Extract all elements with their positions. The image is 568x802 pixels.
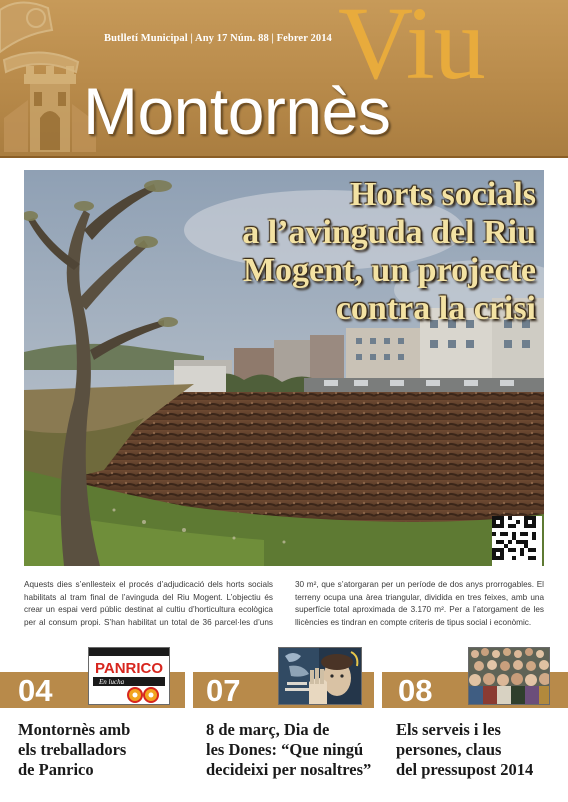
womens-day-poster-image[interactable] bbox=[278, 647, 362, 705]
feature-title-line: decideixi per nosaltres” bbox=[206, 760, 372, 779]
feature-title[interactable] bbox=[18, 720, 130, 780]
headline-line: Mogent, un projecte bbox=[242, 252, 536, 289]
feature-title-line: Els serveis i les bbox=[396, 720, 501, 739]
band-divider bbox=[374, 672, 382, 708]
feature-title-line: del pressupost 2014 bbox=[396, 760, 534, 779]
cover-headline bbox=[242, 176, 536, 328]
feature-title-line: persones, claus bbox=[396, 740, 502, 759]
headline-line: Horts socials bbox=[349, 176, 536, 213]
feature-title-line: 8 de març, Dia de bbox=[206, 720, 330, 739]
panrico-wordmark: PANRICO bbox=[94, 660, 164, 677]
feature-title-line: els treballadors bbox=[18, 740, 127, 759]
masthead-title-montornes: Montornès bbox=[83, 74, 391, 148]
feature-title-line: Montornès amb bbox=[18, 720, 131, 739]
crowd-photo-image[interactable] bbox=[468, 647, 550, 705]
panrico-logo-image[interactable] bbox=[88, 647, 170, 705]
cover-story-intro: Aquests dies s’enllesteix el procés d’adjudicació dels horts socials habilitats al tram final de l’avinguda del Riu Mogent. L’objectiu és crear un espai verd públic destinat al cultiu d’horticultura ecològica per al consum propi. S’han habilitat un total de 36 parcel·les d’uns 30 m², que s’atorgaran per un període de dos anys prorrogables. El terreny ocupa una àrea triangular, dividida en tres feixes, amb una superfície total aproximada de 3.170 m². Per a l’atorgament de les llicències es tindran en compte criteris de tipus social i econòmic. bbox=[24, 580, 544, 627]
panrico-tagline: En lucha bbox=[99, 678, 125, 686]
feature-page-number: 04 bbox=[18, 673, 53, 708]
headline-line: a l’avinguda del Riu bbox=[242, 214, 536, 251]
band-divider bbox=[185, 672, 193, 708]
masthead-title-viu: Viu bbox=[338, 0, 485, 101]
masthead bbox=[0, 0, 568, 158]
feature-page-number: 08 bbox=[398, 673, 433, 708]
qr-code-icon[interactable] bbox=[492, 516, 542, 566]
masthead-subtitle: Butlletí Municipal | Any 17 Núm. 88 | Febrer 2014 bbox=[104, 33, 332, 44]
headline-line: contra la crisi bbox=[335, 290, 536, 327]
feature-title[interactable] bbox=[206, 720, 371, 780]
feature-title-line: les Dones: “Que ningú bbox=[206, 740, 364, 759]
feature-title[interactable] bbox=[396, 720, 533, 780]
feature-title-line: de Panrico bbox=[18, 760, 94, 779]
feature-page-number: 07 bbox=[206, 673, 241, 708]
masthead-rule bbox=[0, 156, 568, 158]
cover-photo bbox=[24, 170, 544, 566]
